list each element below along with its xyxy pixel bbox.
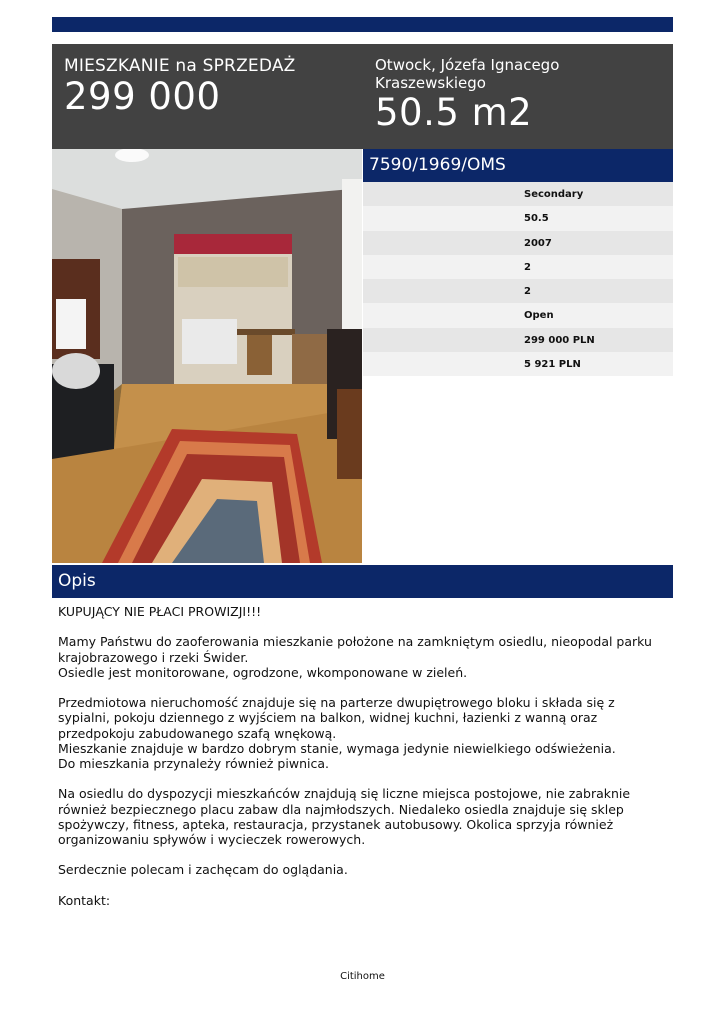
attribute-row [363, 206, 673, 230]
attribute-value: 50.5 [524, 213, 549, 225]
reference-number-bar [363, 149, 673, 182]
attribute-table [363, 182, 673, 376]
attribute-row [363, 231, 673, 255]
description-line: Kontakt: [58, 892, 111, 908]
description-line: Do mieszkania przynależy również piwnica. [58, 756, 329, 771]
attribute-value: 2 [524, 261, 531, 273]
top-accent-bar [52, 17, 673, 32]
offer-type-label: MIESZKANIE na SPRZEDAŻ [64, 56, 296, 76]
listing-address: Otwock, Józefa Ignacego Kraszewskiego [375, 56, 560, 92]
attribute-value: 2007 [524, 237, 552, 249]
attribute-value: 5 921 PLN [524, 359, 581, 371]
description-line: Mieszkanie znajduje w bardzo dobrym stanie, wymaga jedynie niewielkiego odświeżenia. [58, 740, 616, 756]
listing-area: 50.5 m2 [375, 91, 533, 134]
description-line: Osiedle jest monitorowane, ogrodzone, wkomponowane w zieleń. [58, 664, 468, 680]
listing-header [52, 44, 673, 149]
description-line: Serdecznie polecam i zachęcam do oglądania. [58, 862, 348, 878]
attribute-row [363, 352, 673, 376]
description-heading: Opis [58, 571, 96, 591]
attribute-value: Secondary [524, 189, 584, 200]
listing-price: 299 000 [64, 75, 221, 118]
attribute-row [363, 328, 673, 352]
attribute-value: Open [524, 310, 554, 322]
attribute-value: 299 000 PLN [524, 334, 595, 346]
attribute-row [363, 182, 673, 206]
attribute-row [363, 279, 673, 303]
description-line: Przedmiotowa nieruchomość znajduje się na parterze dwupiętrowego bloku i składa się z sypialni, pokoju dziennego z wyjściem na balkon, widnej kuchni, łazienki z wanną oraz przedpokoju zabudowanego szafą wnękową. [58, 695, 615, 741]
apartment-photo [52, 149, 362, 563]
description-line: Na osiedlu do dyspozycji mieszkańców znajdują się liczne miejsca postojowe, nie zabraknie również bezpiecznego placu zabaw dla najmłodszych. Niedaleko osiedla znajduje się sklep spożywczy, fitness, apteka, restauracja, przystanek autobusowy. Okolica sprzyja również organizowaniu spływów i wycieczek rowerowych. [58, 786, 631, 847]
description-line: KUPUJĄCY NIE PŁACI PROWIZJI!!! [58, 604, 262, 619]
footer-company-name: Citihome [340, 971, 385, 982]
attribute-row [363, 303, 673, 327]
attribute-value: 2 [524, 286, 531, 298]
description-heading-bar [52, 565, 673, 598]
attribute-row [363, 255, 673, 279]
description-text [58, 604, 670, 908]
reference-number: 7590/1969/OMS [369, 155, 506, 175]
description-line: Mamy Państwu do zaoferowania mieszkanie położone na zamkniętym osiedlu, nieopodal parku krajobrazowego i rzeki Świder. [58, 634, 652, 665]
